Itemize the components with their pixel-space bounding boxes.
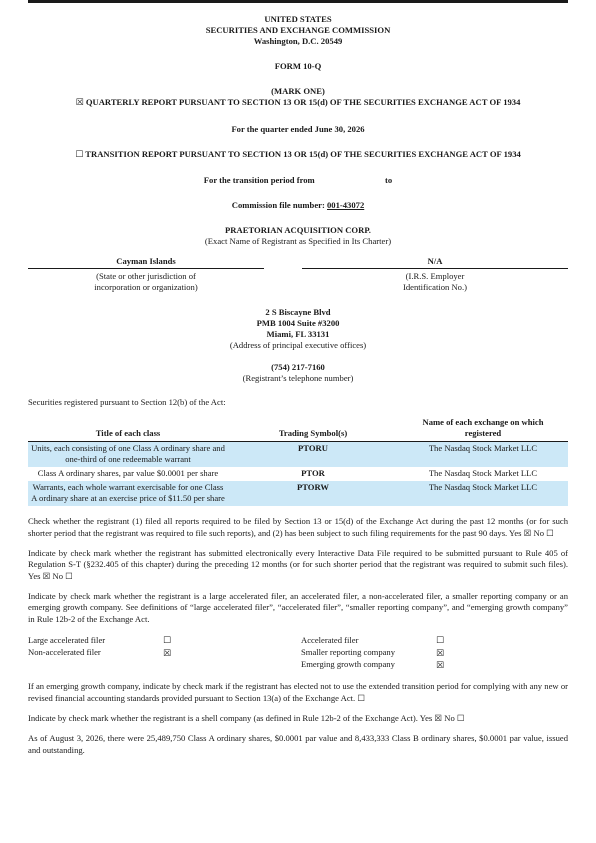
filer-type-paragraph: Indicate by check mark whether the registrant is a large accelerated filer, an accelerated filer, a non-accelerated filer, a smaller reporting company or an emerging growth company. See definitions of “large accelerated filer”, “accelerated filer”, “smaller reporting company”, and “emerging growth company” in Rule 12b-2 of the Exchange Act.	[28, 591, 568, 624]
commission-file-label: Commission file number:	[231, 200, 325, 211]
transition-checkbox: ☐	[75, 149, 84, 160]
registrant-name: PRAETORIAN ACQUISITION CORP.	[225, 225, 371, 236]
filer-status-grid	[28, 635, 568, 672]
quarter-period: For the quarter ended June 30, 2026	[231, 123, 365, 134]
header-line-3: Washington, D.C. 20549	[253, 36, 343, 46]
transition-period-election-paragraph: If an emerging growth company, indicate by check mark if the registrant has elected not to use the extended transition period for complying with any new or revised financial accounting standards provided pursuant to Section 13(a) of the Exchange Act. ☐	[28, 681, 568, 703]
large-accelerated-filer-checkbox: ☐	[163, 636, 172, 647]
top-rule	[28, 0, 568, 3]
sec-header	[28, 14, 568, 47]
form-title: FORM 10-Q	[274, 61, 322, 71]
jurisdiction-column	[28, 256, 264, 293]
jurisdiction-value: Cayman Islands	[28, 256, 264, 269]
table-row	[28, 467, 568, 481]
header-trading-symbol: Trading Symbol(s)	[228, 417, 398, 442]
filer-boxes-left	[158, 635, 253, 672]
irs-caption-line-2: Identification No.)	[403, 282, 467, 293]
exchange-name: The Nasdaq Stock Market LLC	[398, 481, 568, 506]
accelerated-filer-label: Accelerated filer	[301, 635, 359, 646]
phone-number: (754) 217-7160	[271, 361, 325, 372]
irs-caption-line-1: (I.R.S. Employer	[405, 271, 465, 282]
shares-outstanding-paragraph: As of August 3, 2026, there were 25,489,750 Class A ordinary shares, $0.0001 par value and 8,433,333 Class B ordinary shares, $0.0001 par value, issued and outstanding.	[28, 733, 568, 755]
quarterly-checkbox: ☒	[75, 98, 84, 108]
registrant-name-caption: (Exact Name of Registrant as Specified in Its Charter)	[204, 236, 392, 247]
address-line-2: PMB 1004 Suite #3200	[256, 318, 340, 329]
reporting-compliance-paragraph: Check whether the registrant (1) filed all reports required to be filed by Section 13 or 15(d) of the Exchange Act during the past 12 months (or for such shorter period that the registrant was required to file such reports), and (2) has been subject to such filing requirements for the past 90 days. Yes ☒ No ☐	[28, 516, 568, 538]
trading-symbol: PTORW	[228, 481, 398, 506]
securities-intro: Securities registered pursuant to Section 12(b) of the Act:	[28, 397, 226, 408]
header-title-of-class: Title of each class	[28, 417, 228, 442]
large-accelerated-filer-label: Large accelerated filer	[28, 635, 106, 646]
jurisdiction-caption	[28, 271, 264, 293]
filer-labels-right	[301, 635, 436, 672]
phone-caption: (Registrant’s telephone number)	[242, 372, 354, 383]
address-block	[28, 307, 568, 350]
address-line-1: 2 S Biscayne Blvd	[265, 307, 331, 318]
smaller-reporting-company-checkbox: ☒	[436, 648, 445, 659]
table-row	[28, 442, 568, 468]
emerging-growth-company-label: Emerging growth company	[301, 658, 395, 669]
jurisdiction-caption-line-2: incorporation or organization)	[94, 282, 198, 293]
address-caption: (Address of principal executive offices)	[229, 339, 367, 350]
transition-report-line	[28, 149, 568, 162]
securities-table-header	[28, 417, 568, 442]
quarterly-report-text: QUARTERLY REPORT PURSUANT TO SECTION 13 OR 15(d) OF THE SECURITIES EXCHANGE ACT OF 1934	[85, 97, 521, 107]
registrant-name-block	[28, 225, 568, 247]
trading-symbol: PTORU	[228, 442, 398, 468]
commission-file-number: 001-43072	[327, 200, 365, 211]
quarterly-report-line	[28, 97, 568, 110]
transition-period	[28, 175, 568, 186]
mark-one: (MARK ONE)	[271, 86, 325, 96]
header-exchange-line-2: registered	[464, 428, 502, 439]
non-accelerated-filer-label: Non-accelerated filer	[28, 646, 101, 657]
commission-file	[28, 200, 568, 211]
jurisdiction-caption-line-1: (State or other jurisdiction of	[96, 271, 196, 282]
class-title: Class A ordinary shares, par value $0.0001 per share	[37, 468, 219, 479]
smaller-reporting-company-label: Smaller reporting company	[301, 646, 396, 657]
table-row	[28, 481, 568, 506]
filer-labels-left	[28, 635, 158, 672]
form-10q-cover-page	[28, 14, 568, 756]
irs-column	[302, 256, 568, 293]
non-accelerated-filer-checkbox: ☒	[163, 648, 172, 659]
transition-period-from: For the transition period from	[203, 175, 315, 186]
exchange-name: The Nasdaq Stock Market LLC	[398, 442, 568, 468]
class-title: Warrants, each whole warrant exercisable for one Class A ordinary share at an exercise price of $11.50 per share	[28, 481, 228, 506]
shell-company-paragraph: Indicate by check mark whether the registrant is a shell company (as defined in Rule 12b-2 of the Exchange Act). Yes ☒ No ☐	[28, 713, 465, 723]
irs-value: N/A	[302, 256, 568, 269]
address-line-3: Miami, FL 33131	[266, 329, 330, 340]
filer-boxes-right	[436, 635, 476, 672]
phone-block	[28, 362, 568, 384]
accelerated-filer-checkbox: ☐	[436, 636, 445, 647]
header-line-2: SECURITIES AND EXCHANGE COMMISSION	[205, 25, 391, 35]
emerging-growth-company-checkbox: ☒	[436, 660, 445, 671]
header-exchange-line-1: Name of each exchange on which	[422, 417, 544, 428]
securities-table	[28, 417, 568, 506]
registrant-identifiers	[28, 256, 568, 293]
header-exchange	[398, 417, 568, 442]
class-title: Units, each consisting of one Class A ordinary share and one-third of one redeemable warrant	[28, 442, 228, 468]
trading-symbol: PTOR	[301, 468, 325, 479]
exchange-name: The Nasdaq Stock Market LLC	[428, 468, 538, 479]
irs-caption	[302, 271, 568, 293]
transition-period-to: to	[385, 175, 393, 186]
header-line-1: UNITED STATES	[264, 14, 332, 24]
transition-report-text: TRANSITION REPORT PURSUANT TO SECTION 13 OR 15(d) OF THE SECURITIES EXCHANGE ACT OF 1934	[85, 148, 521, 159]
interactive-data-paragraph: Indicate by check mark whether the registrant has submitted electronically every Interactive Data File required to be submitted pursuant to Rule 405 of Regulation S-T (§232.405 of this chapter) during the preceding 12 months (or for such shorter period that the registrant was required to submit such files). Yes ☒ No ☐	[28, 548, 568, 581]
